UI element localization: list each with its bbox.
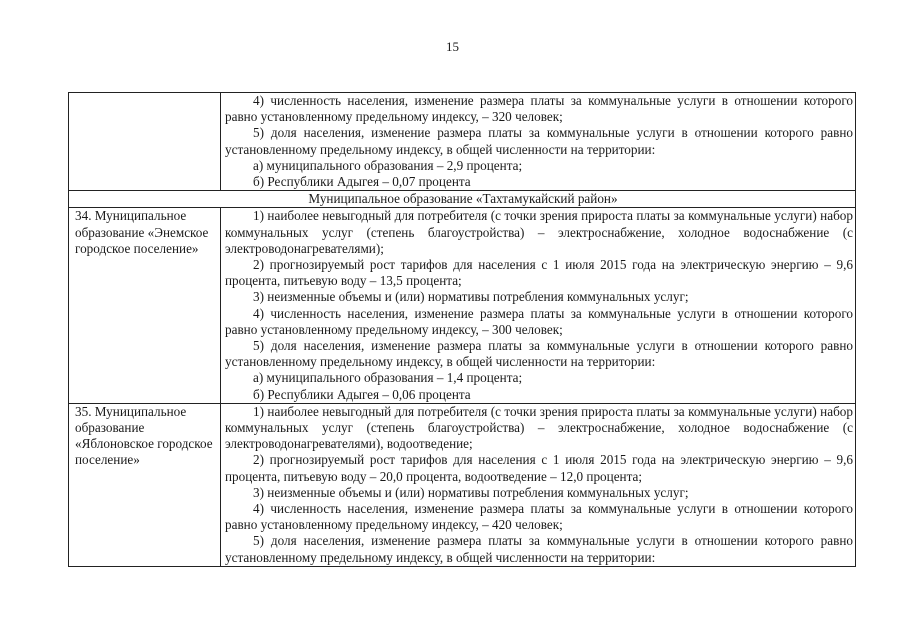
paragraph: 2) прогнозируемый рост тарифов для населения с 1 июля 2015 года на электрическую энергию – 9,6 процента, питьевую воду – 20,0 процента, водоотведение – 12,0 процента;	[225, 452, 853, 484]
paragraph: 3) неизменные объемы и (или) нормативы потребления коммунальных услуг;	[253, 484, 689, 500]
paragraph: 1) наиболее невыгодный для потребителя (с точки зрения прироста платы за коммунальные услуги) набор коммунальных услуг (степень благоустройства) – электроснабжение, холодное водоснабжение (с электроводонагревателями);	[225, 208, 853, 256]
details-cell	[221, 403, 856, 566]
paragraph: 4) численность населения, изменение размера платы за коммунальные услуги в отношении которого равно установленному предельному индексу, – 320 человек;	[225, 93, 853, 125]
table-row	[69, 93, 856, 191]
paragraph: 2) прогнозируемый рост тарифов для населения с 1 июля 2015 года на электрическую энергию – 9,6 процента, питьевую воду – 13,5 процента;	[225, 257, 853, 289]
paragraph: а) муниципального образования – 2,9 процента;	[253, 157, 523, 173]
paragraph: 3) неизменные объемы и (или) нормативы потребления коммунальных услуг;	[253, 289, 689, 305]
table-row	[69, 208, 856, 403]
section-row	[69, 191, 856, 208]
table-body	[69, 93, 856, 567]
paragraph: а) муниципального образования – 1,4 процента;	[253, 370, 523, 386]
municipality-name-cell	[69, 93, 221, 191]
municipality-name-cell: 34. Муниципальное образование «Энемское городское поселение»	[69, 208, 221, 403]
paragraph: б) Республики Адыгея – 0,07 процента	[253, 174, 471, 190]
details-cell	[221, 93, 856, 191]
paragraph: б) Республики Адыгея – 0,06 процента	[253, 386, 471, 402]
paragraph: 4) численность населения, изменение размера платы за коммунальные услуги в отношении которого равно установленному предельному индексу, – 420 человек;	[225, 501, 853, 533]
municipality-name-cell: 35. Муниципальное образование «Яблоновское городское поселение»	[69, 403, 221, 566]
paragraph: 4) численность населения, изменение размера платы за коммунальные услуги в отношении которого равно установленному предельному индексу, – 300 человек;	[225, 305, 853, 337]
paragraph: 5) доля населения, изменение размера платы за коммунальные услуги в отношении которого равно установленному предельному индексу, в общей численности на территории:	[225, 533, 853, 565]
page-number: 15	[446, 39, 459, 54]
paragraph: 5) доля населения, изменение размера платы за коммунальные услуги в отношении которого равно установленному предельному индексу, в общей численности на территории:	[225, 338, 853, 370]
table-row	[69, 403, 856, 566]
document-table	[68, 92, 856, 567]
details-cell	[221, 208, 856, 403]
paragraph: 5) доля населения, изменение размера платы за коммунальные услуги в отношении которого равно установленному предельному индексу, в общей численности на территории:	[225, 125, 853, 157]
section-title: Муниципальное образование «Тахтамукайский район»	[69, 191, 856, 208]
paragraph: 1) наиболее невыгодный для потребителя (с точки зрения прироста платы за коммунальные услуги) набор коммунальных услуг (степень благоустройства) – электроснабжение, холодное водоснабжение (с электроводонагревателями), водоотведение;	[225, 403, 853, 452]
